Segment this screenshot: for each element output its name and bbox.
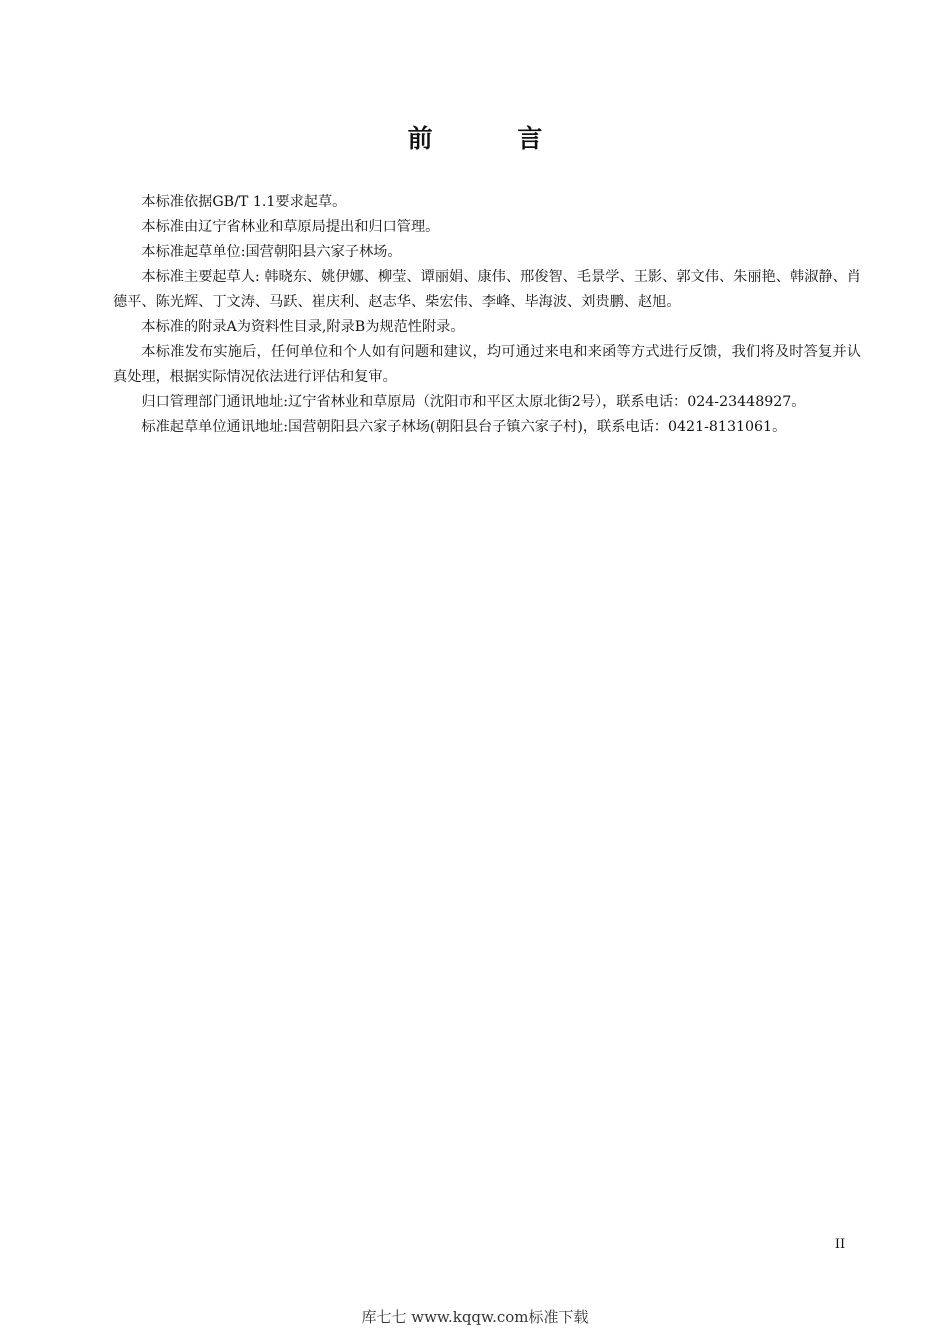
footer-watermark: 库七七 www.kqqw.com标准下载 [361, 1308, 589, 1326]
paragraph-drafters: 本标准主要起草人: 韩晓东、姚伊娜、柳莹、谭丽娟、康伟、邢俊智、毛景学、王影、郭文伟、朱丽艳、韩淑静、肖德平、陈光辉、丁文涛、马跃、崔庆利、赵志华、柴宏伟、李峰、毕海波、刘贵鹏、赵旭。 [113, 269, 861, 310]
paragraph-drafter-address: 标准起草单位通讯地址:国营朝阳县六家子林场(朝阳县台子镇六家子村)，联系电话：0421-8131061。 [141, 419, 787, 435]
paragraph-feedback: 本标准发布实施后，任何单位和个人如有问题和建议，均可通过来电和来函等方式进行反馈，我们将及时答复并认真处理，根据实际情况依法进行评估和复审。 [113, 344, 861, 385]
paragraph-authority-address: 归口管理部门通讯地址:辽宁省林业和草原局（沈阳市和平区太原北街2号），联系电话：024-23448927。 [141, 394, 806, 410]
paragraph-proposer: 本标准由辽宁省林业和草原局提出和归口管理。 [141, 219, 440, 235]
page-number: II [834, 1237, 846, 1252]
paragraph-drafting-unit: 本标准起草单位:国营朝阳县六家子林场。 [141, 244, 402, 260]
paragraph-drafting-basis: 本标准依据GB/T 1.1要求起草。 [141, 194, 347, 210]
page-title: 前 言 [407, 123, 581, 153]
foreword-body [113, 190, 861, 440]
paragraph-appendix: 本标准的附录A为资料性目录,附录B为规范性附录。 [141, 319, 465, 335]
